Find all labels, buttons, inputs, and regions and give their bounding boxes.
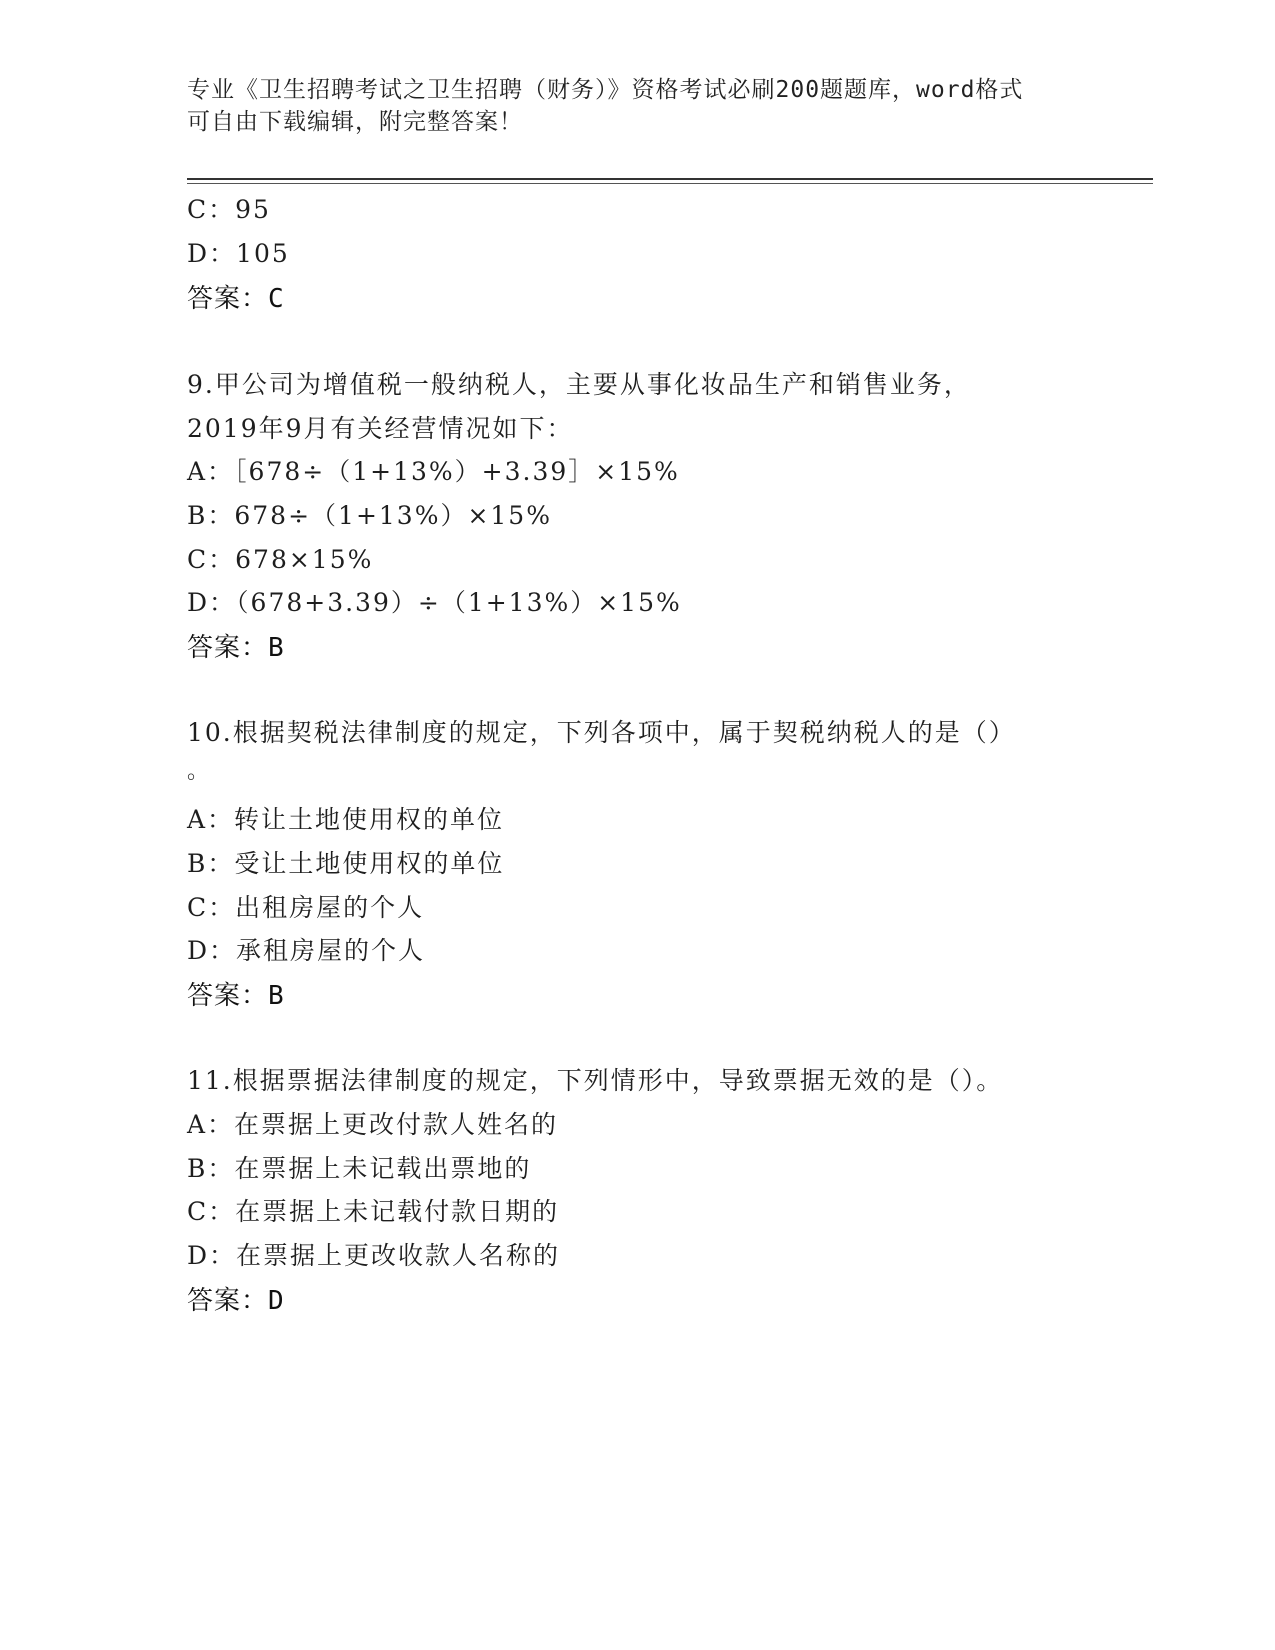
q9-stem-line-1: 9.甲公司为增值税一般纳税人，主要从事化妆品生产和销售业务， <box>187 370 971 399</box>
q9-option-c: C：678×15% <box>187 545 374 574</box>
q11-option-c: C：在票据上未记载付款日期的 <box>187 1197 560 1226</box>
header-title-line-1: 专业《卫生招聘考试之卫生招聘（财务）》资格考试必刷200题题库，word格式 <box>187 77 1024 103</box>
header-title-line-2: 可自由下载编辑，附完整答案！ <box>187 109 523 135</box>
q9-stem-line-2: 2019年9月有关经营情况如下： <box>187 414 574 443</box>
q9-option-b: B：678÷（1+13%）×15% <box>187 501 552 530</box>
q10-option-d: D：承租房屋的个人 <box>187 936 426 965</box>
q11-stem-line-1: 11.根据票据法律制度的规定，下列情形中，导致票据无效的是（）。 <box>187 1066 1004 1095</box>
q10-answer: 答案：B <box>187 981 285 1011</box>
q11-answer: 答案：D <box>187 1286 285 1316</box>
q10-option-c: C：出租房屋的个人 <box>187 893 425 922</box>
q8-option-c: C：95 <box>187 195 271 224</box>
q10-option-b: B：受让土地使用权的单位 <box>187 849 505 878</box>
q11-option-b: B：在票据上未记载出票地的 <box>187 1154 532 1183</box>
q8-answer: 答案：C <box>187 284 285 314</box>
q9-answer: 答案：B <box>187 633 285 663</box>
header-divider-thin <box>187 183 1153 184</box>
q11-option-a: A：在票据上更改付款人姓名的 <box>187 1110 559 1139</box>
q10-option-a: A：转让土地使用权的单位 <box>187 805 505 834</box>
header-divider-thick <box>187 178 1153 180</box>
q10-stem-line-2: 。 <box>187 759 212 784</box>
q11-option-d: D：在票据上更改收款人名称的 <box>187 1241 561 1270</box>
q8-option-d: D：105 <box>187 239 290 268</box>
q10-stem-line-1: 10.根据契税法律制度的规定，下列各项中，属于契税纳税人的是（） <box>187 718 1016 747</box>
q9-option-a: A：［678÷（1+13%）+3.39］×15% <box>187 457 680 486</box>
document-header <box>187 74 1067 138</box>
q9-option-d: D：（678+3.39）÷（1+13%）×15% <box>187 588 682 617</box>
